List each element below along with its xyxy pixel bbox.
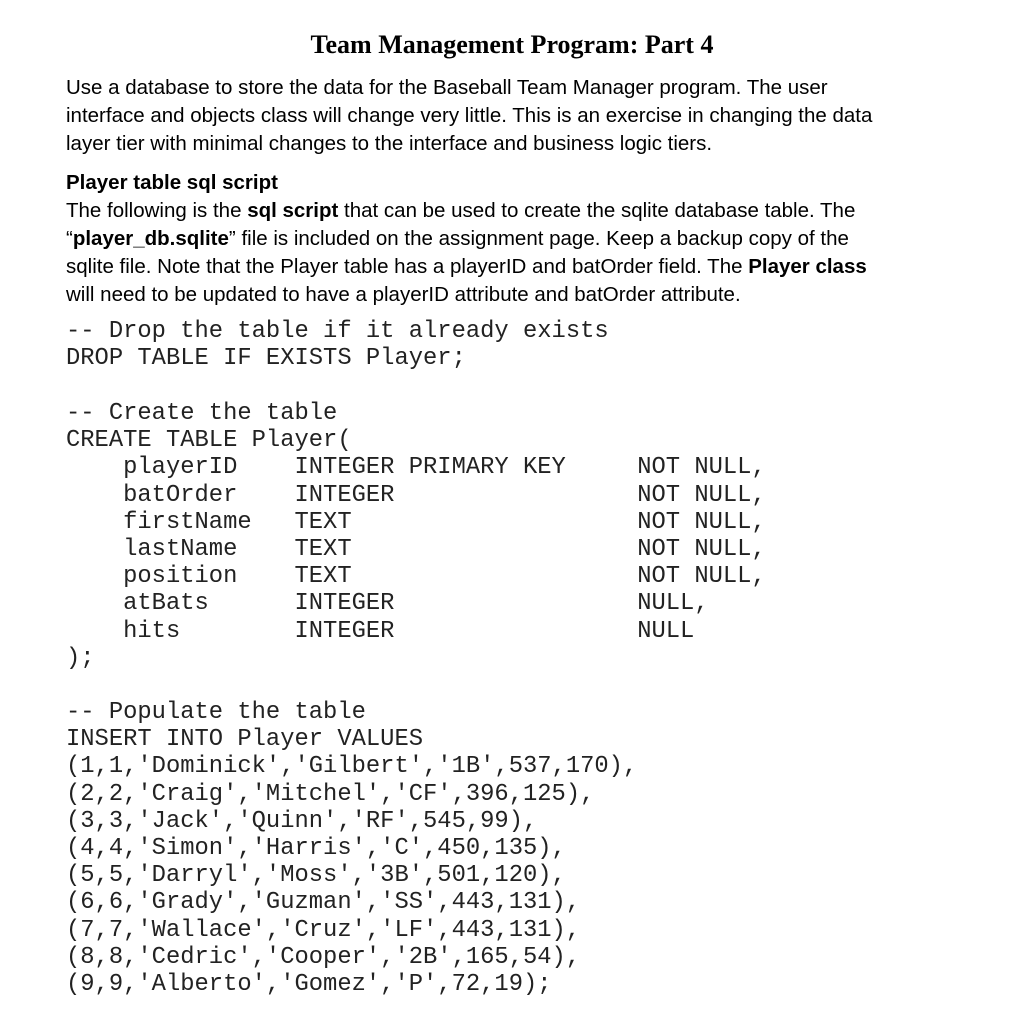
text: ” file is included on the assignment page. Keep a backup copy of the [228, 227, 849, 250]
text: that can be used to create the sqlite database table. The [338, 199, 856, 222]
intro-line: interface and objects class will change very little. This is an exercise in changing the data [66, 104, 873, 127]
code-line: -- Populate the table [66, 699, 366, 726]
bold-text: Player class [748, 255, 867, 278]
code-line: (3,3,'Jack','Quinn','RF',545,99), [66, 807, 538, 835]
code-line: INSERT INTO Player VALUES [66, 726, 424, 754]
code-block-create [66, 400, 766, 672]
code-line: DROP TABLE IF EXISTS Player; [66, 345, 466, 373]
document-title: Team Management Program: Part 4 [310, 30, 714, 59]
code-block-insert [66, 699, 637, 998]
code-line: (2,2,'Craig','Mitchel','CF',396,125), [66, 780, 595, 808]
code-line: (5,5,'Darryl','Moss','3B',501,120), [66, 862, 566, 890]
code-line: hits INTEGER NULL [66, 617, 695, 645]
text: “ [66, 227, 73, 250]
section-heading: Player table sql script [66, 171, 278, 194]
section-paragraph [66, 169, 867, 309]
bold-text: player_db.sqlite [72, 227, 229, 250]
code-line: ); [66, 644, 95, 672]
text: will need to be updated to have a playerID attribute and batOrder attribute. [66, 283, 741, 306]
code-line: -- Drop the table if it already exists [66, 318, 609, 345]
code-line: position TEXT NOT NULL, [66, 563, 766, 591]
code-line: (1,1,'Dominick','Gilbert','1B',537,170), [66, 753, 638, 781]
code-block-drop [66, 318, 609, 372]
code-line: (8,8,'Cedric','Cooper','2B',165,54), [66, 943, 581, 971]
code-line: firstName TEXT NOT NULL, [66, 508, 766, 536]
code-line: (4,4,'Simon','Harris','C',450,135), [66, 834, 566, 862]
bold-text: sql script [247, 199, 339, 222]
text: sqlite file. Note that the Player table has a playerID and batOrder field. The [66, 255, 749, 278]
intro-line: Use a database to store the data for the Baseball Team Manager program. The user [66, 76, 828, 99]
code-line: (9,9,'Alberto','Gomez','P',72,19); [66, 970, 552, 998]
text: The following is the [66, 199, 248, 222]
code-line: playerID INTEGER PRIMARY KEY NOT NULL, [66, 454, 766, 482]
code-line: batOrder INTEGER NOT NULL, [66, 481, 766, 509]
code-line: (6,6,'Grady','Guzman','SS',443,131), [66, 889, 581, 917]
intro-line: layer tier with minimal changes to the interface and business logic tiers. [66, 132, 713, 155]
code-line: -- Create the table [66, 400, 338, 427]
intro-paragraph [66, 74, 872, 158]
code-line: atBats INTEGER NULL, [66, 590, 709, 618]
code-line: CREATE TABLE Player( [66, 427, 352, 455]
code-line: (7,7,'Wallace','Cruz','LF',443,131), [66, 916, 581, 944]
code-line: lastName TEXT NOT NULL, [66, 535, 766, 563]
